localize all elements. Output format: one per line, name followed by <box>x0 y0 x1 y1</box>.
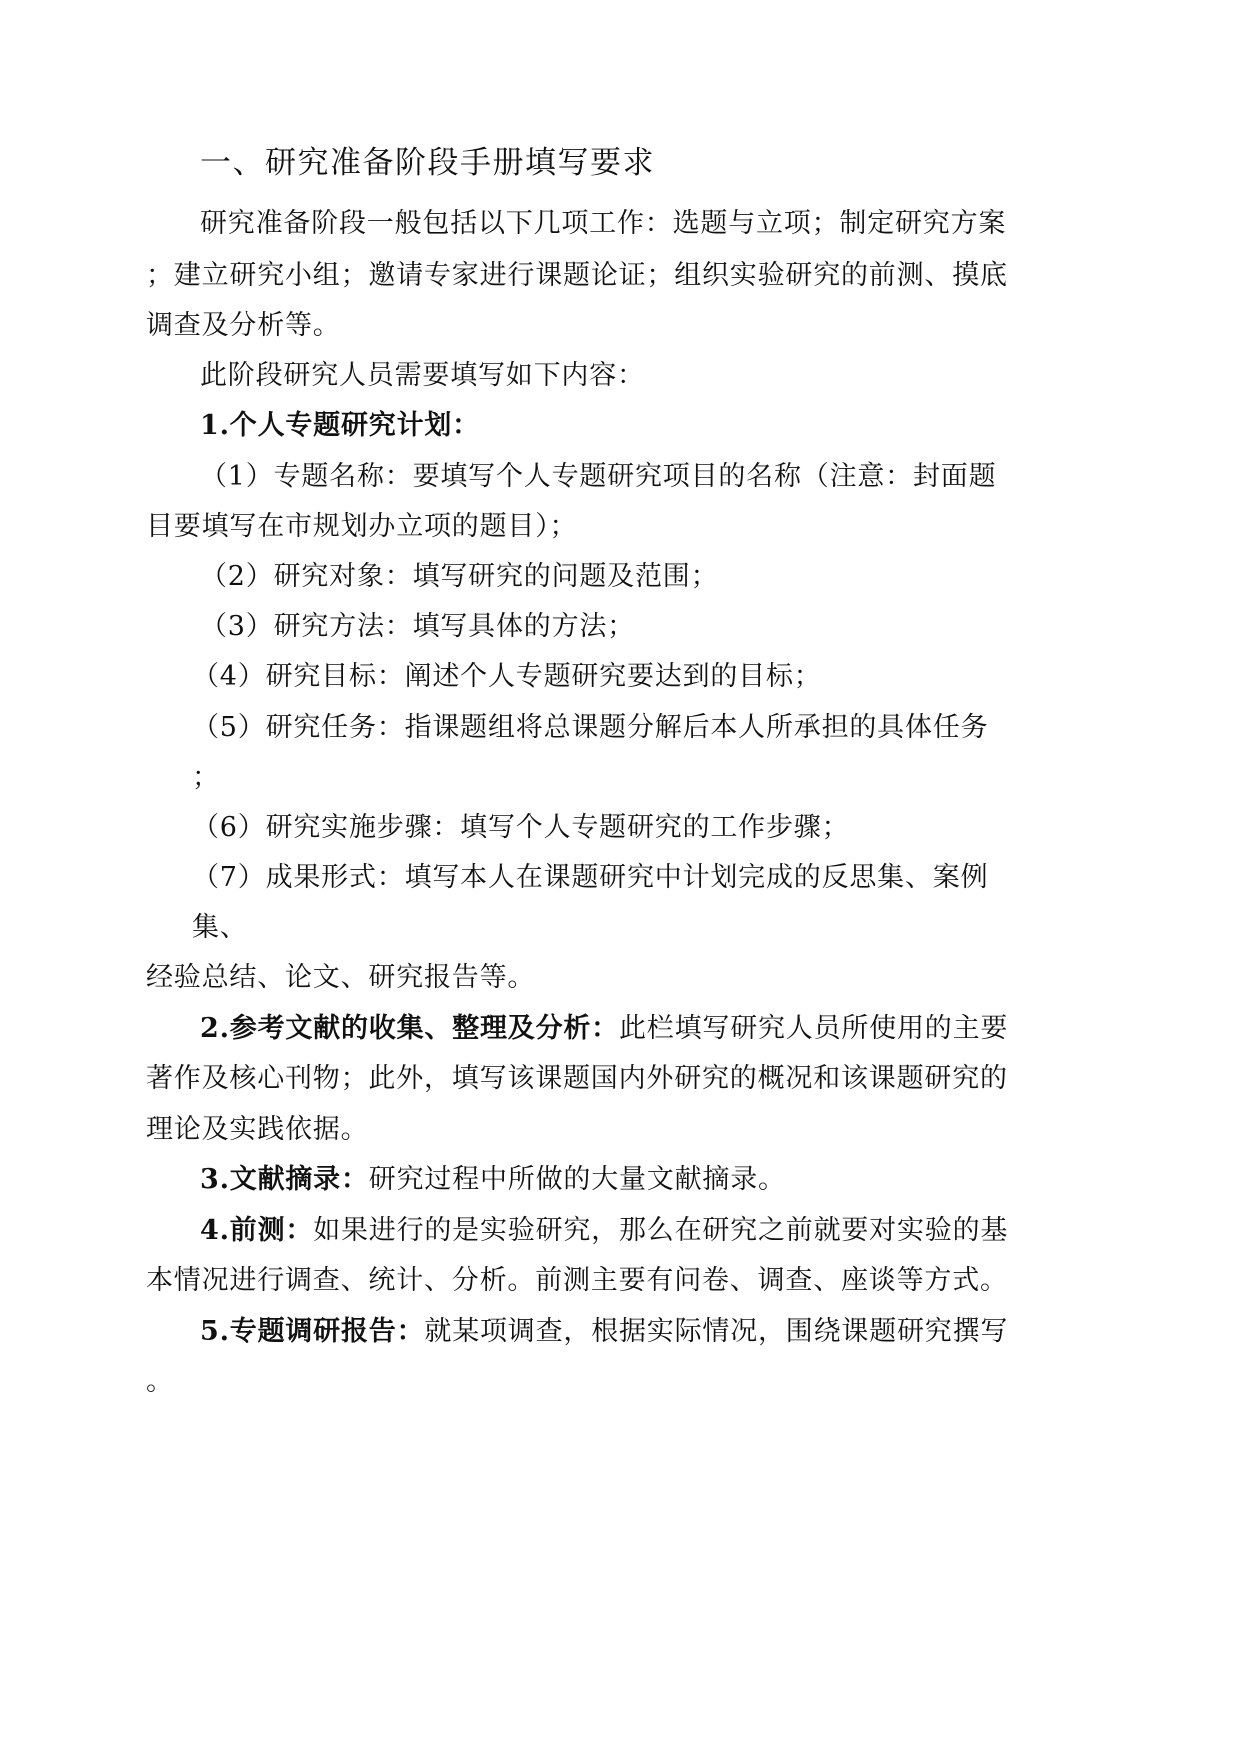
item1-point-7-cont2: 经验总结、论文、研究报告等。 <box>146 962 536 993</box>
item1-point-5: （5）研究任务：指课题组将总课题分解后本人所承担的具体任务 <box>192 712 989 743</box>
item2-line-2: 著作及核心刊物；此外，填写该课题国内外研究的概况和该课题研究的 <box>146 1063 1008 1094</box>
item1-point-4: （4）研究目标：阐述个人专题研究要达到的目标； <box>192 661 822 692</box>
item4-heading: 4.前测： <box>200 1215 314 1246</box>
item2-text: 此栏填写研究人员所使用的主要 <box>619 1013 1009 1044</box>
item3-heading: 3.文献摘录： <box>200 1164 369 1195</box>
item1-point-1-cont: 目要填写在市规划办立项的题目）； <box>146 511 578 542</box>
item1-point-3: （3）研究方法：填写具体的方法； <box>200 611 635 642</box>
intro-line-1: 研究准备阶段一般包括以下几项工作：选题与立项；制定研究方案 <box>200 208 1007 239</box>
item1-point-2: （2）研究对象：填写研究的问题及范围； <box>200 561 719 592</box>
item5-line-2: 。 <box>146 1366 174 1397</box>
item2-line-3: 理论及实践依据。 <box>146 1114 369 1145</box>
section-title: 一、研究准备阶段手册填写要求 <box>200 145 655 181</box>
item5-text: 就某项调查，根据实际情况，围绕课题研究撰写 <box>424 1316 1009 1347</box>
lead-text: 此阶段研究人员需要填写如下内容： <box>200 360 645 391</box>
item1-point-6: （6）研究实施步骤：填写个人专题研究的工作步骤； <box>192 812 850 843</box>
item1-heading: 1.个人专题研究计划： <box>200 410 480 441</box>
item4-line-1 <box>200 1211 1008 1251</box>
intro-line-2: ；建立研究小组；邀请专家进行课题论证；组织实验研究的前测、摸底 <box>146 260 1008 291</box>
item1-point-7: （7）成果形式：填写本人在课题研究中计划完成的反思集、案例 <box>192 862 989 893</box>
item4-line-2: 本情况进行调查、统计、分析。前测主要有问卷、调查、座谈等方式。 <box>146 1265 1008 1296</box>
item4-text: 如果进行的是实验研究，那么在研究之前就要对实验的基 <box>313 1215 1009 1246</box>
item1-point-1: （1）专题名称：要填写个人专题研究项目的名称（注意：封面题 <box>200 461 997 492</box>
item1-point-5-cont: ； <box>192 762 220 793</box>
item3-text: 研究过程中所做的大量文献摘录。 <box>368 1164 786 1195</box>
item3-line <box>200 1160 786 1200</box>
item2-line-1 <box>200 1009 1008 1049</box>
item2-heading: 2.参考文献的收集、整理及分析： <box>200 1013 619 1044</box>
item1-point-7-cont: 集、 <box>192 912 248 943</box>
intro-line-3: 调查及分析等。 <box>146 310 341 341</box>
item5-heading: 5.专题调研报告： <box>200 1316 425 1347</box>
item5-line-1 <box>200 1312 1008 1352</box>
